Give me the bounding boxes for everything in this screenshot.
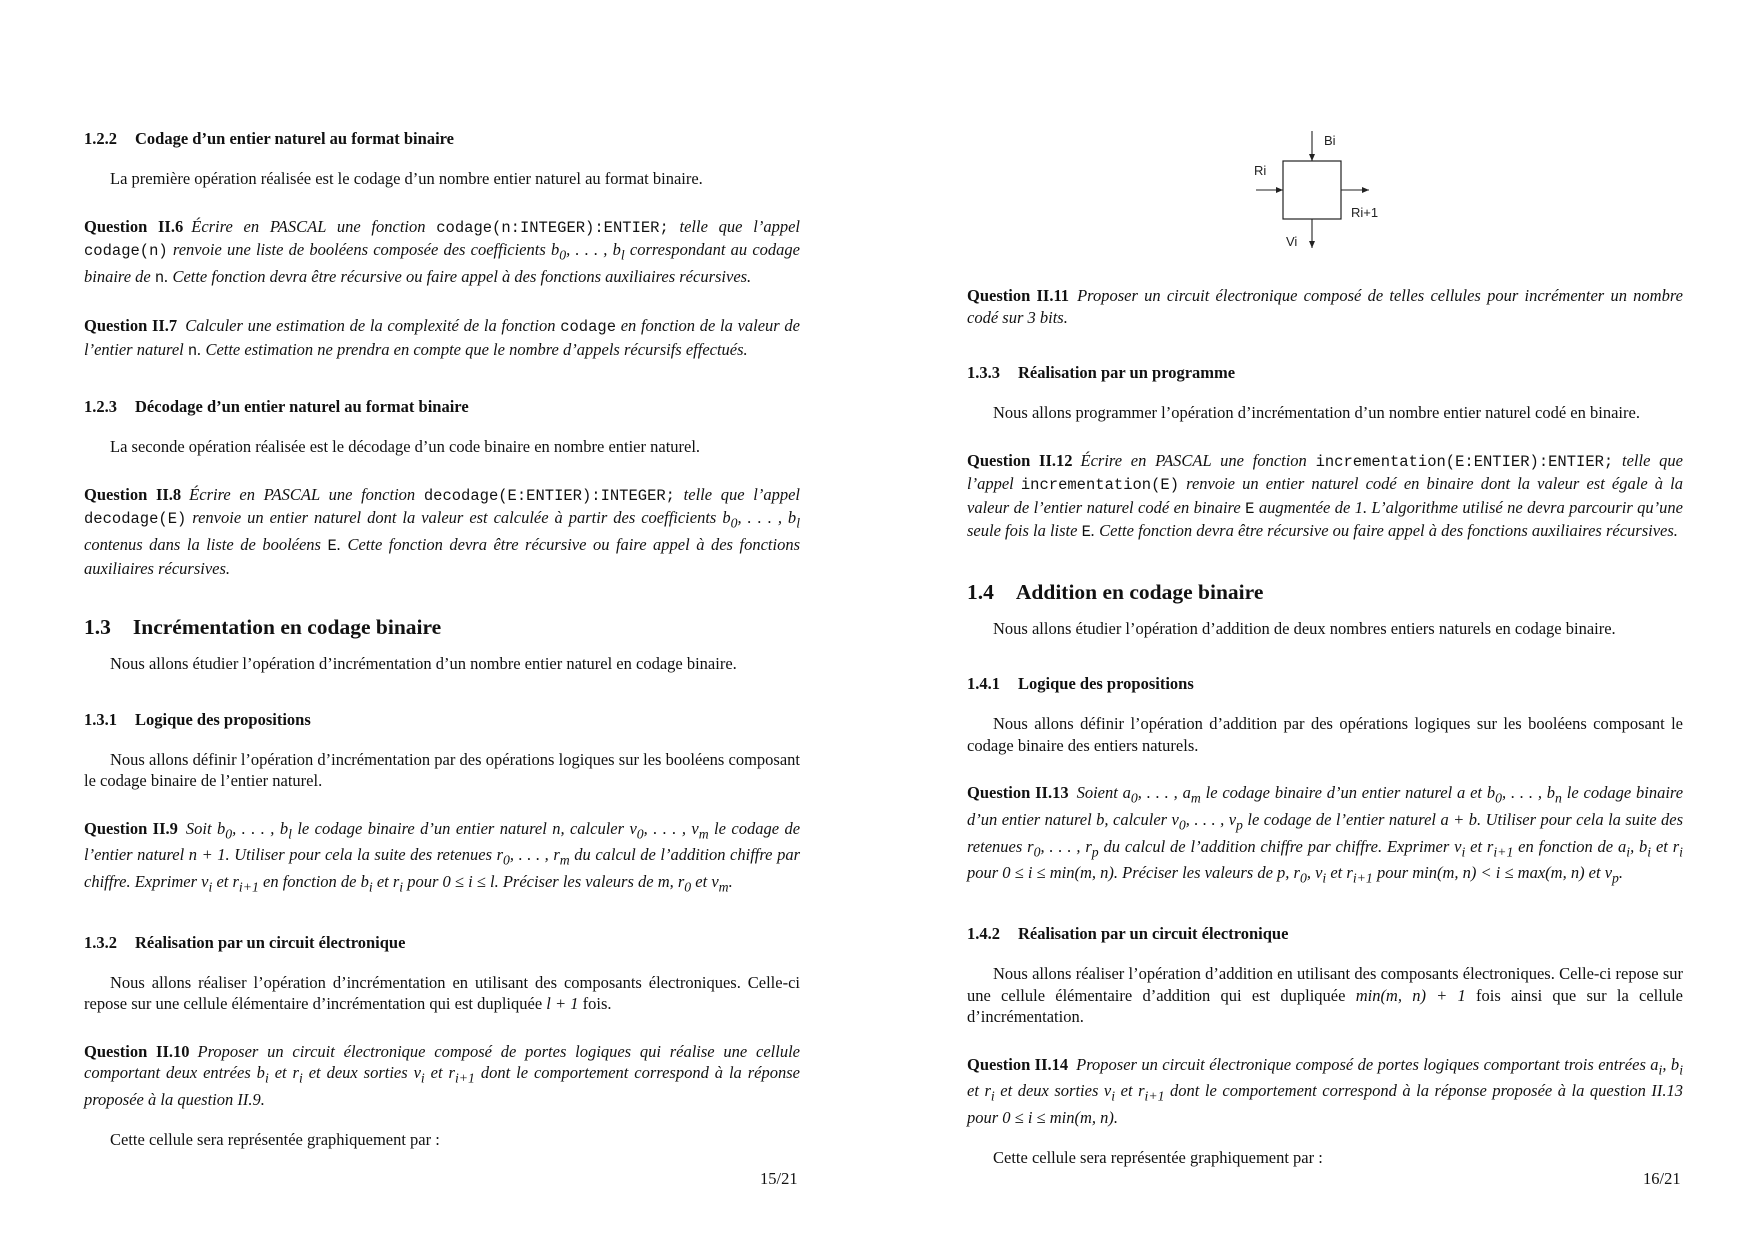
bi-arrowhead: [1309, 154, 1315, 161]
question-ii-10: Question II.10 Proposer un circuit électronique composé de portes logiques qui réalise une cellule comportant deux entrées $b_i$ et $r_i$ et deux sorties $v_i$ et $r_{i+1}$ dont le comportement correspond à la réponse proposée à la question II.9.: [84, 1041, 800, 1110]
question-ii-13: Question II.13 Soient $a_0$, . . . , $a_m$ le codage binaire d’un entier naturel a et $b_0$, . . . , $b_n$ le codage binaire d’un entier naturel b, calculer $v_0$, . . . , $v_p$ le codage de l’entier naturel a + b. Utiliser pour cela la suite des retenues $r_0$, . . . , $r_p$ du calcul de l’addition chiffre par chiffre. Exprimer $v_i$ et $r_{i+1}$ en fonction de $a_i$, $b_i$ et $r_i$ pour 0 ≤ i ≤ min(m, n). Préciser les valeurs de p, $r_0$, $v_i$ et $r_{i+1}$ pour min(m, n) < i ≤ max(m, n) et $v_p$.: [967, 783, 1684, 886]
page-number-right: 16/21: [1643, 1169, 1681, 1188]
incrementation-cell-diagram: [1240, 128, 1410, 258]
left-page-column: [84, 128, 800, 1150]
cell-caption-right: Cette cellule sera représentée graphiquement par :: [993, 1147, 1323, 1167]
section-1-3-2-intro: Nous allons réaliser l’opération d’incrémentation en utilisant des composants électroniques. Celle-ci repose sur une cellule élémentaire d’incrémentation qui est dupliquée l + 1 fois.: [84, 972, 800, 1014]
label-bi: Bi: [1324, 133, 1336, 148]
question-ii-12: Question II.12 Écrire en PASCAL une fonction incrementation(E:ENTIER):ENTIER; telle que l’appel incrementation(E) renvoie un entier naturel codé en binaire dont la valeur est égale à la valeur de l’entier naturel codé en binaire E augmentée de 1. L’algorithme utilisé ne devra parcourir qu’une seule fois la liste E. Cette fonction devra être récursive ou faire appel à des fonctions auxiliaires récursives.: [967, 450, 1683, 541]
ri1-arrowhead: [1362, 187, 1369, 193]
cell-box: [1283, 161, 1341, 219]
section-1-2-3-intro: La seconde opération réalisée est le décodage d’un code binaire en nombre entier naturel.: [110, 437, 701, 457]
ri-arrowhead: [1276, 187, 1283, 193]
label-ri: Ri: [1254, 163, 1267, 178]
section-1-3-heading: 1.3 Incrémentation en codage binaire: [84, 615, 442, 640]
section-1-3-3-heading: 1.3.3 Réalisation par un programme: [967, 363, 1236, 382]
question-ii-8: Question II.8 Écrire en PASCAL une fonction decodage(E:ENTIER):INTEGER; telle que l’appel decodage(E) renvoie un entier naturel dont la valeur est calculée à partir des coefficients $b_0$, . . . , $b_l$ contenus dans la liste de booléens E. Cette fonction devra être récursive ou faire appel à des fonctions auxiliaires récursives.: [84, 484, 801, 578]
section-1-3-1-heading: 1.3.1 Logique des propositions: [84, 709, 311, 729]
question-ii-9: Question II.9 Soit $b_0$, . . . , $b_l$ le codage binaire d’un entier naturel n, calculer $v_0$, . . . , $v_m$ le codage de l’entier naturel n + 1. Utiliser pour cela la suite des retenues $r_0$, . . . , $r_m$ du calcul de l’addition chiffre par chiffre. Exprimer $v_i$ et $r_{i+1}$ en fonction de $b_i$ et $r_i$ pour 0 ≤ i ≤ l. Préciser les valeurs de m, $r_0$ et $v_m$.: [84, 818, 801, 895]
right-page-column: [967, 285, 1683, 1168]
cell-caption-left: Cette cellule sera représentée graphiquement par :: [110, 1129, 440, 1149]
section-1-3-intro: Nous allons étudier l’opération d’incrémentation d’un nombre entier naturel en codage binaire.: [110, 654, 737, 674]
section-1-4-2-heading: 1.4.2 Réalisation par un circuit électronique: [967, 924, 1289, 944]
label-ri1: Ri+1: [1351, 205, 1379, 220]
section-1-4-intro: Nous allons étudier l’opération d’addition de deux nombres entiers naturels en codage binaire.: [993, 618, 1616, 638]
section-1-2-2-intro: La première opération réalisée est le codage d’un nombre entier naturel au format binaire.: [110, 169, 703, 188]
section-1-2-3-heading: 1.2.3 Décodage d’un entier naturel au format binaire: [84, 397, 469, 417]
question-ii-14: Question II.14 Proposer un circuit électronique composé de portes logiques comportant trois entrées $a_i$, $b_i$ et $r_i$ et deux sorties $v_i$ et $r_{i+1}$ dont le comportement correspond à la réponse proposée à la question II.13 pour 0 ≤ i ≤ min(m, n).: [967, 1054, 1684, 1128]
section-1-4-heading: 1.4 Addition en codage binaire: [967, 579, 1264, 604]
section-1-4-2-intro: Nous allons réaliser l’opération d’addition en utilisant des composants électroniques. Celle-ci repose sur une cellule élémentaire d’addition qui est dupliquée min(m, n) + 1 fois ainsi que sur la cellule d’incrémentation.: [967, 964, 1683, 1027]
section-1-3-1-intro: Nous allons définir l’opération d’incrémentation par des opérations logiques sur les booléens composant le codage binaire de l’entier naturel.: [84, 749, 800, 791]
page-number-left: 15/21: [760, 1169, 798, 1188]
section-1-3-3-intro: Nous allons programmer l’opération d’incrémentation d’un nombre entier naturel codé en binaire.: [993, 403, 1640, 422]
question-ii-6: Question II.6 Écrire en PASCAL une fonction codage(n:INTEGER):ENTIER; telle que l’appel codage(n) renvoie une liste de booléens composée des coefficients $b_0$, . . . , $b_l$ correspondant au codage binaire de n. Cette fonction devra être récursive ou faire appel à des fonctions auxiliaires récursives.: [84, 216, 801, 287]
question-ii-7: Question II.7 Calculer une estimation de la complexité de la fonction codage en fonction de la valeur de l’entier naturel n. Cette estimation ne prendra en compte que le nombre d’appels récursifs effectués.: [84, 316, 800, 360]
section-1-4-1-heading: 1.4.1 Logique des propositions: [967, 674, 1194, 693]
section-1-4-1-intro: Nous allons définir l’opération d’addition par des opérations logiques sur les booléens composant le codage binaire des entiers naturels.: [967, 714, 1683, 755]
label-vi: Vi: [1286, 234, 1298, 249]
question-ii-11: Question II.11 Proposer un circuit électronique composé de telles cellules pour incrémenter un nombre codé sur 3 bits.: [967, 286, 1683, 327]
section-1-2-2-heading: 1.2.2 Codage d’un entier naturel au format binaire: [84, 129, 455, 148]
vi-arrowhead: [1309, 241, 1315, 248]
section-1-3-2-heading: 1.3.2 Réalisation par un circuit électronique: [84, 932, 406, 952]
